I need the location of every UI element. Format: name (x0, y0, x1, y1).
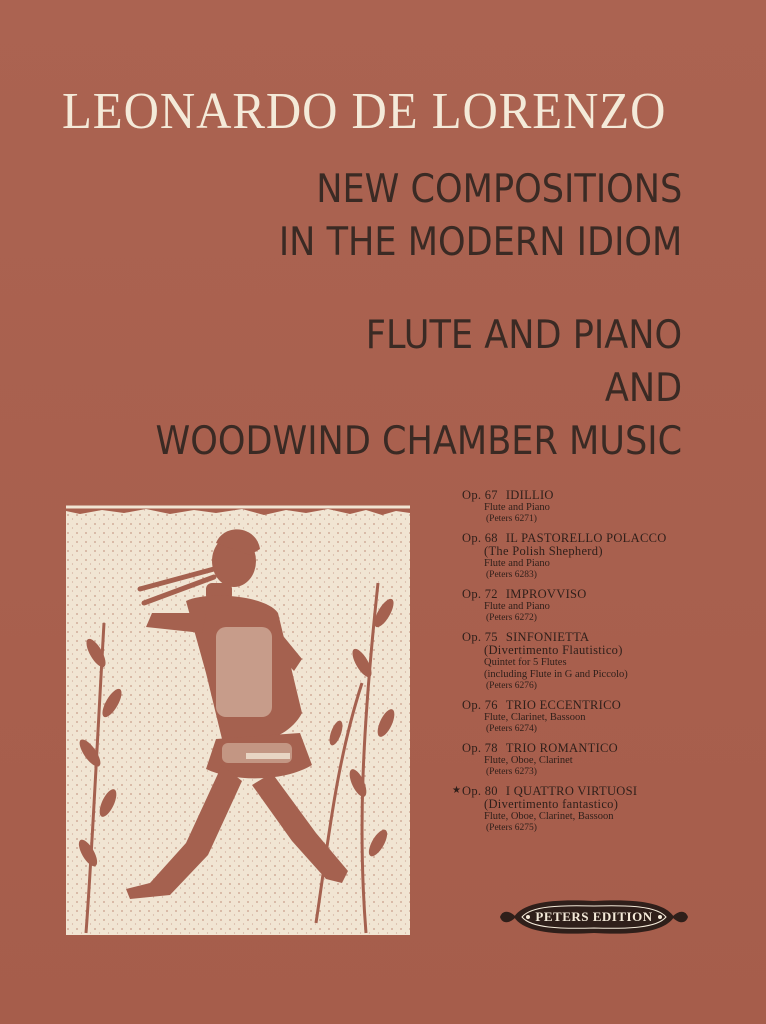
opus-number: Op. 76 (462, 698, 498, 712)
opus-number: Op. 78 (462, 741, 498, 755)
opus-number: Op. 67 (462, 488, 498, 502)
work-instrumentation: (including Flute in G and Piccolo) (484, 669, 628, 680)
work-title: IMPROVVISO (505, 587, 587, 601)
work-subtitle: (Divertimento fantastico) (484, 797, 619, 811)
work-catalog-number: (Peters 6271) (486, 514, 537, 524)
work-title: IL PASTORELLO POLACCO (505, 531, 667, 545)
work-title-line (462, 698, 762, 712)
work-catalog-number: (Peters 6276) (486, 681, 537, 691)
work-catalog-number: (Peters 6272) (486, 613, 537, 623)
work-title-line (462, 587, 762, 601)
work-entry (462, 531, 762, 581)
opus-number: Op. 75 (462, 630, 498, 644)
flute-player-illustration (66, 503, 410, 935)
star-icon: ★ (452, 785, 461, 796)
work-entry (462, 587, 762, 624)
series-title (278, 163, 682, 269)
series-title-line: IN THE MODERN IDIOM (278, 220, 682, 265)
work-title-line (462, 630, 762, 644)
work-entry (462, 488, 762, 525)
work-instrumentation: Flute, Oboe, Clarinet (484, 755, 573, 766)
series-title-line: NEW COMPOSITIONS (315, 167, 682, 212)
opus-number: Op. 68 (462, 531, 498, 545)
opus-number: Op. 72 (462, 587, 498, 601)
composer-name: LEONARDO DE LORENZO (62, 83, 667, 140)
peters-edition-logo (498, 895, 690, 939)
work-entry (462, 698, 762, 735)
work-catalog-number: (Peters 6275) (486, 823, 537, 833)
work-title: TRIO ECCENTRICO (505, 698, 622, 712)
opus-number: Op. 80 (462, 784, 498, 798)
work-instrumentation: Flute and Piano (484, 601, 550, 612)
instrumentation-line: FLUTE AND PIANO (365, 313, 682, 358)
works-list (452, 488, 762, 840)
work-catalog-number: (Peters 6274) (486, 724, 537, 734)
work-entry (462, 741, 762, 778)
publisher-name: PETERS EDITION (535, 909, 653, 924)
work-title: TRIO ROMANTICO (505, 741, 619, 755)
work-instrumentation: Flute and Piano (484, 502, 550, 513)
work-instrumentation: Flute, Clarinet, Bassoon (484, 712, 586, 723)
work-title: I QUATTRO VIRTUOSI (505, 784, 638, 798)
work-catalog-number: (Peters 6273) (486, 767, 537, 777)
work-catalog-number: (Peters 6283) (486, 570, 537, 580)
instrumentation-title (155, 309, 682, 468)
work-entry (452, 784, 762, 834)
work-title: SINFONIETTA (505, 630, 590, 644)
work-instrumentation: Flute, Oboe, Clarinet, Bassoon (484, 811, 614, 822)
work-title-line (462, 784, 762, 798)
work-subtitle: (Divertimento Flautistico) (484, 643, 623, 657)
work-instrumentation: Quintet for 5 Flutes (484, 657, 567, 668)
work-instrumentation: Flute and Piano (484, 558, 550, 569)
work-title-line (462, 488, 762, 502)
instrumentation-line: AND (604, 366, 682, 411)
instrumentation-line: WOODWIND CHAMBER MUSIC (155, 419, 682, 464)
work-title: IDILLIO (505, 488, 554, 502)
work-title-line (462, 741, 762, 755)
work-entry (462, 630, 762, 692)
work-subtitle: (The Polish Shepherd) (484, 544, 603, 558)
work-title-line (462, 531, 762, 545)
